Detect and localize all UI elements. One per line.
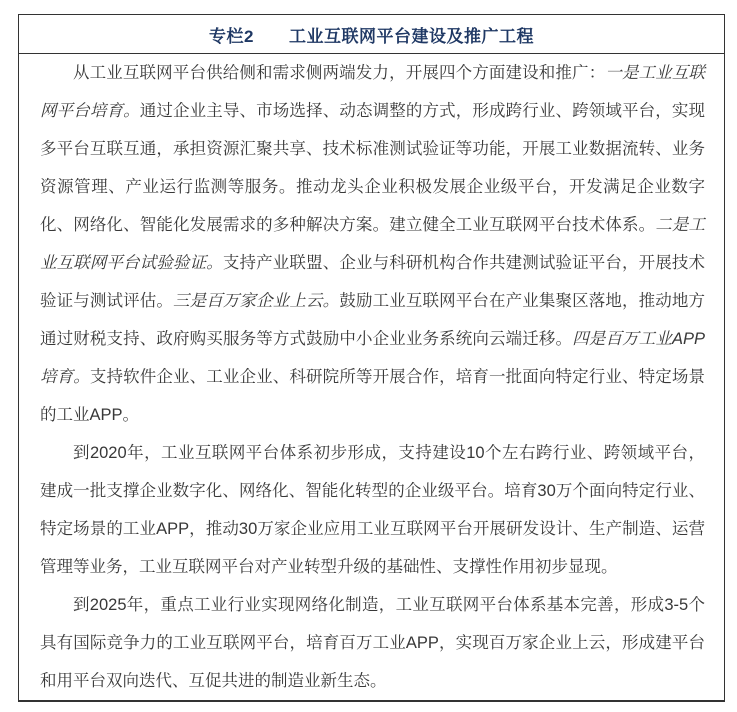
body-text: 支持产业联盟、企业与科研机构合作共建测试验证平台，开展技术验证与测试评估。 xyxy=(40,254,706,310)
body-text: 从工业互联网平台供给侧和需求侧两端发力，开展四个方面建设和推广： xyxy=(73,64,606,82)
body-text: 到2020年，工业互联网平台体系初步形成，支持建设10个左右跨行业、跨领域平台，建成一批支撑企业数字化、网络化、智能化转型的企业级平台。培育30万个面向特定行业、特定场景的工业APP，推动30万家企业应用工业互联网平台开展研发设计、生产制造、运营管理等业务，工业互联网平台对产业转型升级的基础性、支撑性作用初步显现。 xyxy=(40,444,705,576)
kai-emphasis-text: 四是百万工业APP培育。 xyxy=(40,330,705,386)
kai-emphasis-text: 三是百万家企业上云。 xyxy=(173,292,340,310)
feature-box-header xyxy=(19,15,724,54)
body-text: 到2025年，重点工业行业实现网络化制造，工业互联网平台体系基本完善，形成3-5个具有国际竞争力的工业互联网平台，培育百万工业APP，实现百万家企业上云，形成建平台和用平台双向迭代、互促共进的制造业新生态。 xyxy=(40,596,705,690)
body-text: 通过企业主导、市场选择、动态调整的方式，形成跨行业、跨领域平台，实现多平台互联互通，承担资源汇聚共享、技术标准测试验证等功能，开展工业数据流转、业务资源管理、产业运行监测等服务。推动龙头企业积极发展企业级平台，开发满足企业数字化、网络化、智能化发展需求的多种解决方案。建立健全工业互联网平台技术体系。 xyxy=(40,102,706,234)
feature-box-body xyxy=(19,54,724,700)
body-text: 支持软件企业、工业企业、科研院所等开展合作，培育一批面向特定行业、特定场景的工业APP。 xyxy=(40,368,706,424)
kai-emphasis-text: 一是工业互联网平台培育。 xyxy=(40,64,706,120)
feature-box-title: 专栏2 工业互联网平台建设及推广工程 xyxy=(209,26,534,46)
feature-box xyxy=(18,14,725,702)
paragraph xyxy=(40,586,705,700)
kai-emphasis-text: 二是工业互联网平台试验验证。 xyxy=(40,216,706,272)
paragraph xyxy=(40,54,705,434)
paragraph xyxy=(40,434,705,586)
body-text: 鼓励工业互联网平台在产业集聚区落地，推动地方通过财税支持、政府购买服务等方式鼓励中小企业业务系统向云端迁移。 xyxy=(40,292,706,348)
